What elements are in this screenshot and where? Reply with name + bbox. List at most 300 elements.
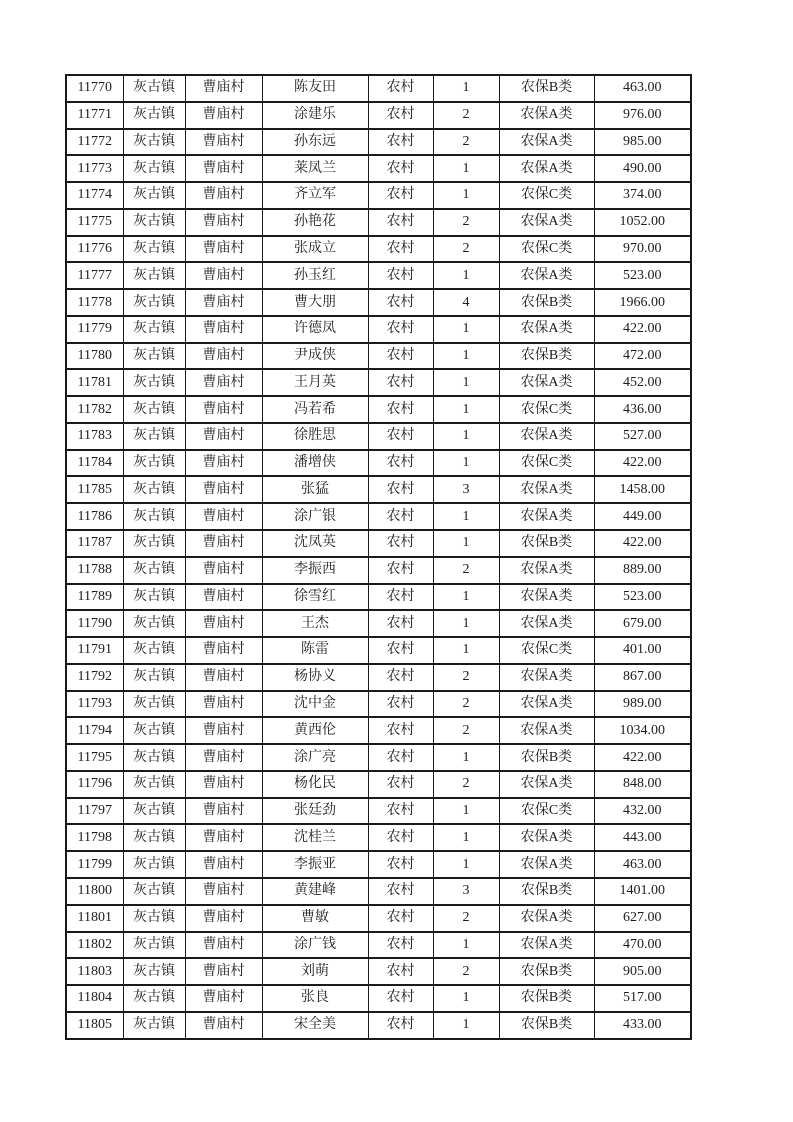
cell-category: 农村 bbox=[368, 155, 433, 182]
cell-name: 黄建峰 bbox=[262, 878, 368, 905]
cell-name: 孙东远 bbox=[262, 129, 368, 156]
cell-name: 曹大朋 bbox=[262, 289, 368, 316]
cell-village: 曹庙村 bbox=[185, 155, 262, 182]
cell-id: 11770 bbox=[66, 75, 123, 102]
cell-count: 2 bbox=[433, 905, 499, 932]
cell-amount: 1458.00 bbox=[594, 476, 691, 503]
cell-category: 农村 bbox=[368, 985, 433, 1012]
cell-town: 灰古镇 bbox=[123, 985, 185, 1012]
cell-id: 11788 bbox=[66, 557, 123, 584]
cell-name: 沈桂兰 bbox=[262, 824, 368, 851]
table-row bbox=[66, 985, 691, 1012]
cell-town: 灰古镇 bbox=[123, 369, 185, 396]
cell-category: 农村 bbox=[368, 316, 433, 343]
cell-id: 11798 bbox=[66, 824, 123, 851]
cell-insurance_class: 农保A类 bbox=[499, 423, 594, 450]
cell-amount: 490.00 bbox=[594, 155, 691, 182]
cell-count: 2 bbox=[433, 771, 499, 798]
cell-name: 曹敏 bbox=[262, 905, 368, 932]
cell-category: 农村 bbox=[368, 958, 433, 985]
cell-id: 11781 bbox=[66, 369, 123, 396]
cell-category: 农村 bbox=[368, 289, 433, 316]
cell-insurance_class: 农保B类 bbox=[499, 289, 594, 316]
cell-category: 农村 bbox=[368, 262, 433, 289]
cell-town: 灰古镇 bbox=[123, 236, 185, 263]
cell-category: 农村 bbox=[368, 476, 433, 503]
cell-amount: 905.00 bbox=[594, 958, 691, 985]
cell-village: 曹庙村 bbox=[185, 985, 262, 1012]
cell-id: 11778 bbox=[66, 289, 123, 316]
table-row bbox=[66, 637, 691, 664]
cell-town: 灰古镇 bbox=[123, 610, 185, 637]
cell-count: 2 bbox=[433, 209, 499, 236]
cell-count: 2 bbox=[433, 717, 499, 744]
table-row bbox=[66, 932, 691, 959]
cell-village: 曹庙村 bbox=[185, 851, 262, 878]
cell-amount: 867.00 bbox=[594, 664, 691, 691]
cell-id: 11784 bbox=[66, 450, 123, 477]
cell-insurance_class: 农保A类 bbox=[499, 771, 594, 798]
cell-count: 1 bbox=[433, 75, 499, 102]
cell-name: 张猛 bbox=[262, 476, 368, 503]
cell-category: 农村 bbox=[368, 557, 433, 584]
cell-name: 张良 bbox=[262, 985, 368, 1012]
cell-id: 11800 bbox=[66, 878, 123, 905]
cell-village: 曹庙村 bbox=[185, 75, 262, 102]
cell-insurance_class: 农保B类 bbox=[499, 878, 594, 905]
cell-amount: 976.00 bbox=[594, 102, 691, 129]
cell-village: 曹庙村 bbox=[185, 423, 262, 450]
table-body bbox=[66, 75, 691, 1039]
table-row bbox=[66, 557, 691, 584]
cell-name: 沈中金 bbox=[262, 691, 368, 718]
table-row bbox=[66, 503, 691, 530]
cell-count: 1 bbox=[433, 744, 499, 771]
cell-amount: 1034.00 bbox=[594, 717, 691, 744]
cell-name: 刘萌 bbox=[262, 958, 368, 985]
cell-count: 1 bbox=[433, 584, 499, 611]
cell-count: 1 bbox=[433, 824, 499, 851]
cell-category: 农村 bbox=[368, 209, 433, 236]
cell-count: 1 bbox=[433, 396, 499, 423]
cell-village: 曹庙村 bbox=[185, 584, 262, 611]
cell-town: 灰古镇 bbox=[123, 503, 185, 530]
cell-name: 孙玉红 bbox=[262, 262, 368, 289]
cell-village: 曹庙村 bbox=[185, 369, 262, 396]
cell-name: 冯若希 bbox=[262, 396, 368, 423]
cell-town: 灰古镇 bbox=[123, 396, 185, 423]
cell-town: 灰古镇 bbox=[123, 932, 185, 959]
cell-name: 杨化民 bbox=[262, 771, 368, 798]
cell-category: 农村 bbox=[368, 129, 433, 156]
cell-id: 11774 bbox=[66, 182, 123, 209]
cell-count: 2 bbox=[433, 691, 499, 718]
table-row bbox=[66, 369, 691, 396]
cell-amount: 436.00 bbox=[594, 396, 691, 423]
cell-category: 农村 bbox=[368, 851, 433, 878]
cell-insurance_class: 农保A类 bbox=[499, 664, 594, 691]
cell-insurance_class: 农保B类 bbox=[499, 744, 594, 771]
cell-insurance_class: 农保B类 bbox=[499, 958, 594, 985]
cell-town: 灰古镇 bbox=[123, 182, 185, 209]
cell-village: 曹庙村 bbox=[185, 102, 262, 129]
cell-name: 张廷劲 bbox=[262, 798, 368, 825]
cell-id: 11775 bbox=[66, 209, 123, 236]
cell-town: 灰古镇 bbox=[123, 209, 185, 236]
table-row bbox=[66, 209, 691, 236]
table-row bbox=[66, 289, 691, 316]
cell-town: 灰古镇 bbox=[123, 316, 185, 343]
cell-insurance_class: 农保A类 bbox=[499, 717, 594, 744]
cell-village: 曹庙村 bbox=[185, 343, 262, 370]
payment-roster-table bbox=[65, 74, 692, 1040]
cell-insurance_class: 农保B类 bbox=[499, 530, 594, 557]
cell-village: 曹庙村 bbox=[185, 691, 262, 718]
cell-insurance_class: 农保B类 bbox=[499, 343, 594, 370]
cell-amount: 970.00 bbox=[594, 236, 691, 263]
cell-amount: 443.00 bbox=[594, 824, 691, 851]
cell-insurance_class: 农保A类 bbox=[499, 905, 594, 932]
cell-id: 11777 bbox=[66, 262, 123, 289]
cell-village: 曹庙村 bbox=[185, 557, 262, 584]
cell-town: 灰古镇 bbox=[123, 878, 185, 905]
cell-town: 灰古镇 bbox=[123, 637, 185, 664]
cell-id: 11779 bbox=[66, 316, 123, 343]
cell-category: 农村 bbox=[368, 369, 433, 396]
table-row bbox=[66, 262, 691, 289]
cell-count: 1 bbox=[433, 1012, 499, 1039]
table-row bbox=[66, 476, 691, 503]
cell-insurance_class: 农保B类 bbox=[499, 75, 594, 102]
cell-count: 1 bbox=[433, 316, 499, 343]
cell-amount: 422.00 bbox=[594, 316, 691, 343]
cell-village: 曹庙村 bbox=[185, 744, 262, 771]
cell-amount: 517.00 bbox=[594, 985, 691, 1012]
cell-count: 1 bbox=[433, 851, 499, 878]
cell-id: 11789 bbox=[66, 584, 123, 611]
cell-amount: 472.00 bbox=[594, 343, 691, 370]
cell-id: 11799 bbox=[66, 851, 123, 878]
cell-village: 曹庙村 bbox=[185, 396, 262, 423]
cell-amount: 422.00 bbox=[594, 530, 691, 557]
cell-count: 1 bbox=[433, 343, 499, 370]
cell-amount: 989.00 bbox=[594, 691, 691, 718]
table-row bbox=[66, 824, 691, 851]
cell-id: 11782 bbox=[66, 396, 123, 423]
cell-category: 农村 bbox=[368, 771, 433, 798]
cell-insurance_class: 农保A类 bbox=[499, 155, 594, 182]
cell-insurance_class: 农保C类 bbox=[499, 236, 594, 263]
cell-town: 灰古镇 bbox=[123, 717, 185, 744]
cell-category: 农村 bbox=[368, 102, 433, 129]
cell-village: 曹庙村 bbox=[185, 610, 262, 637]
cell-insurance_class: 农保A类 bbox=[499, 129, 594, 156]
cell-count: 1 bbox=[433, 369, 499, 396]
cell-insurance_class: 农保A类 bbox=[499, 369, 594, 396]
cell-village: 曹庙村 bbox=[185, 316, 262, 343]
cell-village: 曹庙村 bbox=[185, 878, 262, 905]
cell-count: 1 bbox=[433, 155, 499, 182]
cell-name: 王月英 bbox=[262, 369, 368, 396]
cell-id: 11783 bbox=[66, 423, 123, 450]
cell-category: 农村 bbox=[368, 905, 433, 932]
cell-id: 11786 bbox=[66, 503, 123, 530]
cell-count: 1 bbox=[433, 503, 499, 530]
cell-category: 农村 bbox=[368, 744, 433, 771]
table-row bbox=[66, 610, 691, 637]
cell-insurance_class: 农保A类 bbox=[499, 932, 594, 959]
cell-insurance_class: 农保A类 bbox=[499, 557, 594, 584]
cell-count: 2 bbox=[433, 236, 499, 263]
cell-id: 11801 bbox=[66, 905, 123, 932]
cell-village: 曹庙村 bbox=[185, 129, 262, 156]
cell-insurance_class: 农保C类 bbox=[499, 182, 594, 209]
cell-name: 莱凤兰 bbox=[262, 155, 368, 182]
cell-id: 11793 bbox=[66, 691, 123, 718]
cell-amount: 889.00 bbox=[594, 557, 691, 584]
cell-amount: 848.00 bbox=[594, 771, 691, 798]
cell-town: 灰古镇 bbox=[123, 798, 185, 825]
cell-insurance_class: 农保A类 bbox=[499, 316, 594, 343]
cell-insurance_class: 农保C类 bbox=[499, 450, 594, 477]
cell-name: 孙艳花 bbox=[262, 209, 368, 236]
cell-insurance_class: 农保A类 bbox=[499, 824, 594, 851]
cell-count: 1 bbox=[433, 932, 499, 959]
cell-insurance_class: 农保B类 bbox=[499, 1012, 594, 1039]
cell-id: 11776 bbox=[66, 236, 123, 263]
cell-village: 曹庙村 bbox=[185, 530, 262, 557]
cell-amount: 523.00 bbox=[594, 584, 691, 611]
cell-name: 尹成侠 bbox=[262, 343, 368, 370]
cell-village: 曹庙村 bbox=[185, 236, 262, 263]
table-row bbox=[66, 75, 691, 102]
cell-category: 农村 bbox=[368, 610, 433, 637]
cell-category: 农村 bbox=[368, 1012, 433, 1039]
table-row bbox=[66, 155, 691, 182]
cell-town: 灰古镇 bbox=[123, 584, 185, 611]
cell-name: 宋全美 bbox=[262, 1012, 368, 1039]
cell-name: 陈雷 bbox=[262, 637, 368, 664]
cell-name: 涂广钱 bbox=[262, 932, 368, 959]
cell-name: 涂广银 bbox=[262, 503, 368, 530]
cell-amount: 463.00 bbox=[594, 851, 691, 878]
cell-count: 1 bbox=[433, 985, 499, 1012]
cell-town: 灰古镇 bbox=[123, 102, 185, 129]
cell-id: 11804 bbox=[66, 985, 123, 1012]
table-row bbox=[66, 744, 691, 771]
cell-id: 11805 bbox=[66, 1012, 123, 1039]
cell-town: 灰古镇 bbox=[123, 664, 185, 691]
cell-insurance_class: 农保B类 bbox=[499, 985, 594, 1012]
table-row bbox=[66, 316, 691, 343]
cell-count: 1 bbox=[433, 182, 499, 209]
cell-town: 灰古镇 bbox=[123, 129, 185, 156]
cell-town: 灰古镇 bbox=[123, 530, 185, 557]
cell-name: 涂建乐 bbox=[262, 102, 368, 129]
cell-count: 2 bbox=[433, 129, 499, 156]
cell-amount: 985.00 bbox=[594, 129, 691, 156]
table-row bbox=[66, 905, 691, 932]
cell-count: 1 bbox=[433, 450, 499, 477]
cell-amount: 433.00 bbox=[594, 1012, 691, 1039]
table-row bbox=[66, 851, 691, 878]
cell-category: 农村 bbox=[368, 824, 433, 851]
cell-amount: 527.00 bbox=[594, 423, 691, 450]
cell-name: 齐立军 bbox=[262, 182, 368, 209]
table-row bbox=[66, 771, 691, 798]
cell-insurance_class: 农保A类 bbox=[499, 691, 594, 718]
cell-name: 涂广亮 bbox=[262, 744, 368, 771]
cell-village: 曹庙村 bbox=[185, 450, 262, 477]
cell-village: 曹庙村 bbox=[185, 262, 262, 289]
cell-id: 11792 bbox=[66, 664, 123, 691]
cell-village: 曹庙村 bbox=[185, 717, 262, 744]
cell-amount: 463.00 bbox=[594, 75, 691, 102]
cell-insurance_class: 农保C类 bbox=[499, 637, 594, 664]
cell-town: 灰古镇 bbox=[123, 691, 185, 718]
cell-name: 徐雪红 bbox=[262, 584, 368, 611]
cell-category: 农村 bbox=[368, 343, 433, 370]
cell-id: 11797 bbox=[66, 798, 123, 825]
cell-amount: 679.00 bbox=[594, 610, 691, 637]
cell-id: 11773 bbox=[66, 155, 123, 182]
cell-count: 4 bbox=[433, 289, 499, 316]
table-row bbox=[66, 958, 691, 985]
cell-amount: 523.00 bbox=[594, 262, 691, 289]
cell-name: 沈凤英 bbox=[262, 530, 368, 557]
cell-count: 2 bbox=[433, 958, 499, 985]
cell-village: 曹庙村 bbox=[185, 1012, 262, 1039]
cell-insurance_class: 农保C类 bbox=[499, 396, 594, 423]
cell-category: 农村 bbox=[368, 717, 433, 744]
cell-amount: 422.00 bbox=[594, 450, 691, 477]
cell-village: 曹庙村 bbox=[185, 503, 262, 530]
cell-id: 11794 bbox=[66, 717, 123, 744]
cell-name: 黄西伦 bbox=[262, 717, 368, 744]
cell-amount: 1966.00 bbox=[594, 289, 691, 316]
cell-village: 曹庙村 bbox=[185, 664, 262, 691]
cell-town: 灰古镇 bbox=[123, 771, 185, 798]
cell-insurance_class: 农保A类 bbox=[499, 584, 594, 611]
cell-insurance_class: 农保A类 bbox=[499, 102, 594, 129]
cell-village: 曹庙村 bbox=[185, 209, 262, 236]
table-row bbox=[66, 343, 691, 370]
cell-count: 2 bbox=[433, 557, 499, 584]
cell-town: 灰古镇 bbox=[123, 958, 185, 985]
cell-village: 曹庙村 bbox=[185, 289, 262, 316]
cell-name: 杨协义 bbox=[262, 664, 368, 691]
cell-name: 徐胜思 bbox=[262, 423, 368, 450]
cell-amount: 401.00 bbox=[594, 637, 691, 664]
cell-id: 11791 bbox=[66, 637, 123, 664]
table-row bbox=[66, 182, 691, 209]
table-row bbox=[66, 1012, 691, 1039]
table-row bbox=[66, 584, 691, 611]
cell-village: 曹庙村 bbox=[185, 476, 262, 503]
cell-id: 11795 bbox=[66, 744, 123, 771]
cell-count: 1 bbox=[433, 530, 499, 557]
table-row bbox=[66, 664, 691, 691]
cell-insurance_class: 农保C类 bbox=[499, 798, 594, 825]
cell-name: 陈友田 bbox=[262, 75, 368, 102]
cell-category: 农村 bbox=[368, 450, 433, 477]
cell-count: 1 bbox=[433, 262, 499, 289]
cell-category: 农村 bbox=[368, 637, 433, 664]
cell-insurance_class: 农保A类 bbox=[499, 610, 594, 637]
cell-id: 11771 bbox=[66, 102, 123, 129]
cell-town: 灰古镇 bbox=[123, 423, 185, 450]
table-row bbox=[66, 102, 691, 129]
cell-category: 农村 bbox=[368, 798, 433, 825]
table-row bbox=[66, 129, 691, 156]
cell-category: 农村 bbox=[368, 182, 433, 209]
cell-category: 农村 bbox=[368, 396, 433, 423]
cell-insurance_class: 农保A类 bbox=[499, 476, 594, 503]
cell-category: 农村 bbox=[368, 932, 433, 959]
cell-village: 曹庙村 bbox=[185, 771, 262, 798]
cell-count: 2 bbox=[433, 102, 499, 129]
table-row bbox=[66, 236, 691, 263]
cell-town: 灰古镇 bbox=[123, 905, 185, 932]
cell-name: 李振西 bbox=[262, 557, 368, 584]
cell-id: 11803 bbox=[66, 958, 123, 985]
cell-town: 灰古镇 bbox=[123, 262, 185, 289]
cell-category: 农村 bbox=[368, 75, 433, 102]
cell-town: 灰古镇 bbox=[123, 476, 185, 503]
cell-id: 11780 bbox=[66, 343, 123, 370]
cell-id: 11772 bbox=[66, 129, 123, 156]
cell-village: 曹庙村 bbox=[185, 637, 262, 664]
cell-village: 曹庙村 bbox=[185, 958, 262, 985]
cell-count: 3 bbox=[433, 878, 499, 905]
table-row bbox=[66, 450, 691, 477]
cell-count: 2 bbox=[433, 664, 499, 691]
table-row bbox=[66, 530, 691, 557]
cell-village: 曹庙村 bbox=[185, 932, 262, 959]
table-row bbox=[66, 717, 691, 744]
cell-town: 灰古镇 bbox=[123, 289, 185, 316]
cell-insurance_class: 农保A类 bbox=[499, 262, 594, 289]
cell-village: 曹庙村 bbox=[185, 182, 262, 209]
cell-category: 农村 bbox=[368, 878, 433, 905]
table-row bbox=[66, 423, 691, 450]
cell-name: 李振亚 bbox=[262, 851, 368, 878]
cell-amount: 449.00 bbox=[594, 503, 691, 530]
cell-id: 11790 bbox=[66, 610, 123, 637]
cell-count: 1 bbox=[433, 637, 499, 664]
cell-id: 11787 bbox=[66, 530, 123, 557]
cell-amount: 452.00 bbox=[594, 369, 691, 396]
cell-count: 1 bbox=[433, 423, 499, 450]
cell-id: 11796 bbox=[66, 771, 123, 798]
cell-insurance_class: 农保A类 bbox=[499, 503, 594, 530]
cell-town: 灰古镇 bbox=[123, 851, 185, 878]
cell-village: 曹庙村 bbox=[185, 905, 262, 932]
cell-town: 灰古镇 bbox=[123, 744, 185, 771]
cell-count: 1 bbox=[433, 610, 499, 637]
cell-category: 农村 bbox=[368, 503, 433, 530]
cell-village: 曹庙村 bbox=[185, 824, 262, 851]
cell-town: 灰古镇 bbox=[123, 343, 185, 370]
table-row bbox=[66, 396, 691, 423]
cell-category: 农村 bbox=[368, 664, 433, 691]
table-row bbox=[66, 798, 691, 825]
cell-insurance_class: 农保A类 bbox=[499, 851, 594, 878]
cell-category: 农村 bbox=[368, 530, 433, 557]
cell-name: 许德凤 bbox=[262, 316, 368, 343]
cell-id: 11802 bbox=[66, 932, 123, 959]
cell-category: 农村 bbox=[368, 584, 433, 611]
